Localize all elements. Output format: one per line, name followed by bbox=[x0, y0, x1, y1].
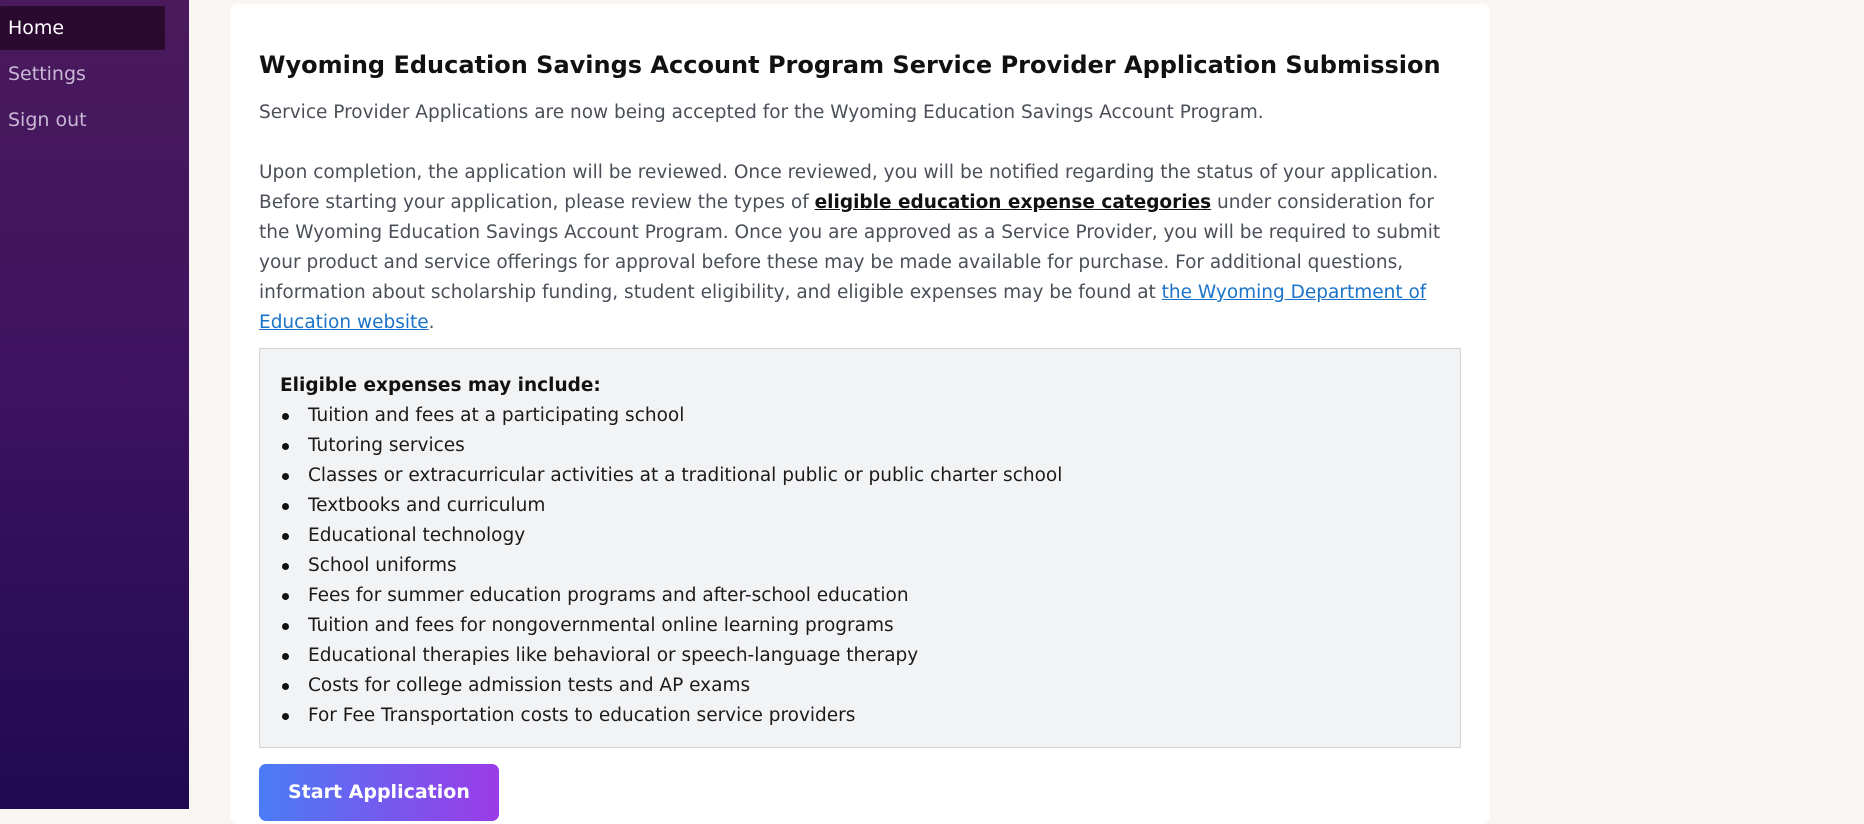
main-card bbox=[230, 4, 1490, 824]
instructions-text-1: Upon completion, the application will be reviewed. Once reviewed, you will be notified regarding the status of your application. Before starting your application, please review the types of bbox=[259, 162, 1439, 213]
expense-item: Costs for college admission tests and AP exams bbox=[308, 671, 1440, 701]
eligible-expenses-list bbox=[280, 401, 1440, 731]
sidebar-item-home[interactable]: Home bbox=[0, 6, 165, 50]
instructions-text-3: . bbox=[428, 312, 435, 333]
sidebar-item-settings[interactable]: Settings bbox=[8, 63, 86, 85]
intro-text: Service Provider Applications are now being accepted for the Wyoming Education Savings Account Program. bbox=[259, 102, 1264, 123]
expense-item: Classes or extracurricular activities at a traditional public or public charter school bbox=[308, 461, 1440, 491]
expense-item: Tuition and fees for nongovernmental online learning programs bbox=[308, 611, 1440, 641]
start-application-button[interactable]: Start Application bbox=[259, 764, 499, 821]
instructions-paragraph bbox=[259, 158, 1461, 338]
sidebar-item-sign-out[interactable]: Sign out bbox=[8, 109, 87, 131]
expense-item: Tuition and fees at a participating school bbox=[308, 401, 1440, 431]
eligible-expenses-heading: Eligible expenses may include: bbox=[280, 375, 601, 396]
instructions-text-2: under consideration for the Wyoming Education Savings Account Program. Once you are approved as a Service Provider, you will be required to submit your product and service offerings for approval before these may be made available for purchase. For additional questions, information about scholarship funding, student eligibility, and eligible expenses may be found at bbox=[259, 192, 1441, 303]
sidebar-nav bbox=[0, 0, 189, 142]
expense-item: Textbooks and curriculum bbox=[308, 491, 1440, 521]
expense-item: School uniforms bbox=[308, 551, 1440, 581]
expense-item: For Fee Transportation costs to education service providers bbox=[308, 701, 1440, 731]
expense-item: Educational technology bbox=[308, 521, 1440, 551]
eligible-expenses-box bbox=[259, 348, 1461, 748]
eligible-categories-link[interactable]: eligible education expense categories bbox=[814, 192, 1212, 213]
wde-website-link[interactable]: the Wyoming Department of Education website bbox=[259, 282, 1427, 333]
sidebar bbox=[0, 0, 189, 809]
expense-item: Fees for summer education programs and after-school education bbox=[308, 581, 1440, 611]
expense-item: Educational therapies like behavioral or speech-language therapy bbox=[308, 641, 1440, 671]
expense-item: Tutoring services bbox=[308, 431, 1440, 461]
page-title: Wyoming Education Savings Account Program Service Provider Application Submission bbox=[259, 51, 1441, 79]
